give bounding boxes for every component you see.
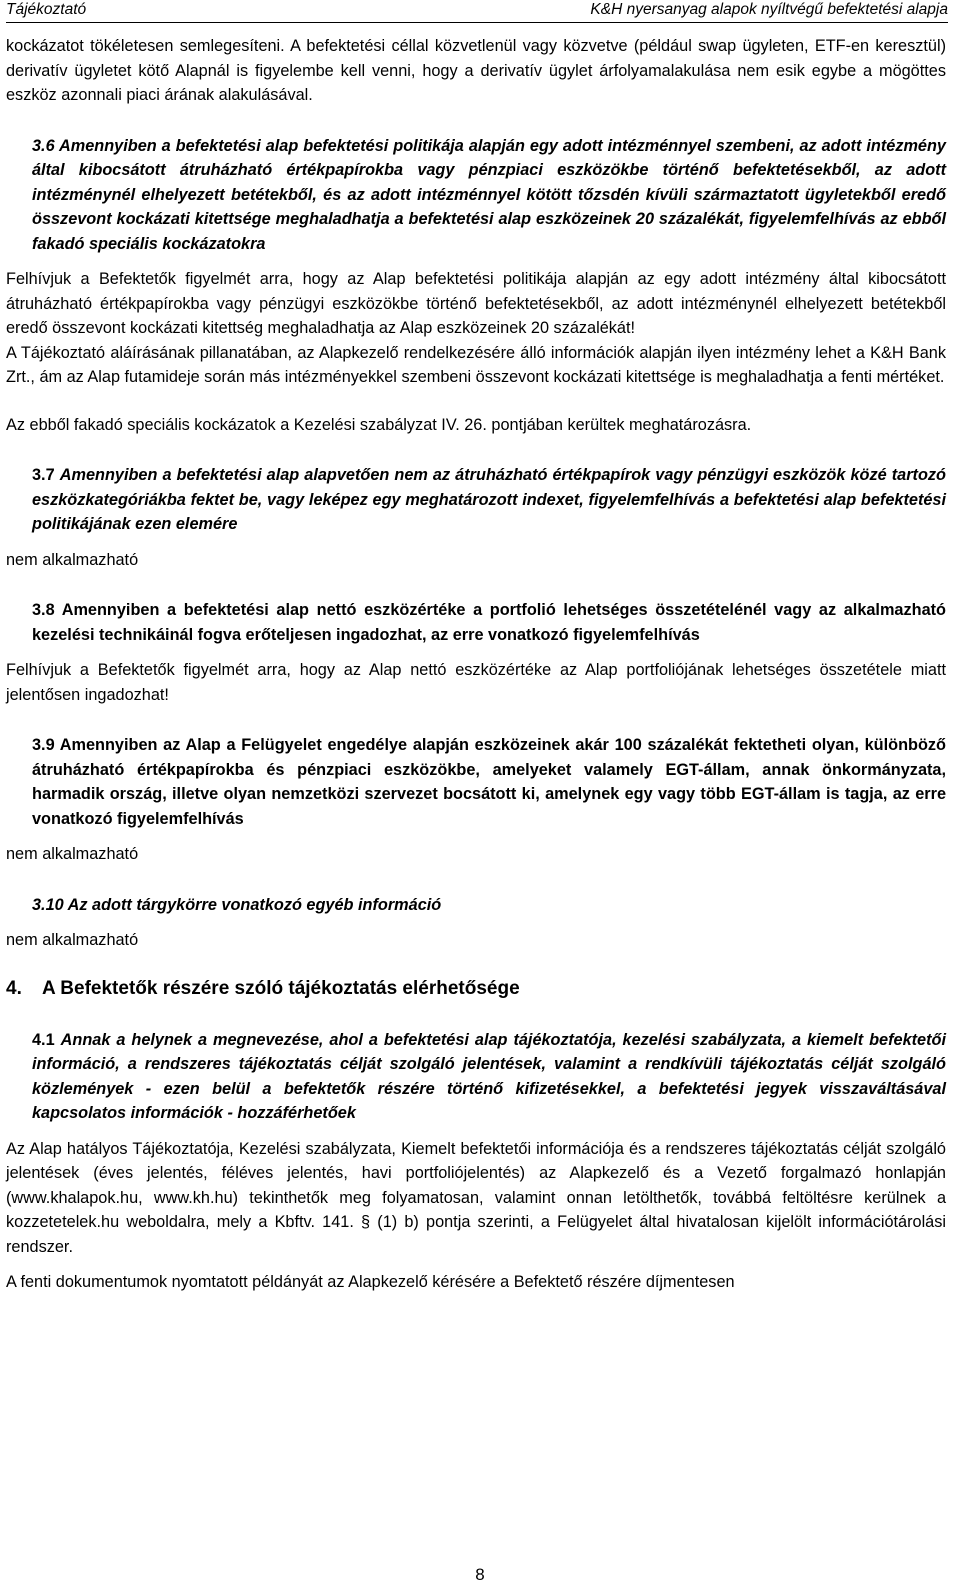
section-4-1-paragraph-1: Az Alap hatályos Tájékoztatója, Kezelési szabályzata, Kiemelt befektetői információja és a rendszeres tájékoztatás célját szolgáló jelentések (éves jelentés, féléves jelentés, havi portfoliójelentés) az Alapkezelő és a Vezető forgalmazó honlapján (www.khalapok.hu, www.kh.hu) tekinthetők meg folyamatosan, valamint onnan letölthetők, továbbá feltöltésre kerülnek a kozzetetelek.hu weboldalra, mely a Kbftv. 141. § (1) b) pontja szerinti, a Felügyelet által hivatalosan kijelölt információtárolási rendszer. <box>6 1139 946 1256</box>
section-3-7-body: nem alkalmazható <box>6 550 139 569</box>
section-3-6-paragraph-1: Felhívjuk a Befektetők figyelmét arra, hogy az Alap befektetési politikája alapján az egy adott intézmény által kibocsátott átruházható értékpapírokba vagy pénzügyi eszközökbe történő befektetésekből, az adott intézménynél elhelyezett betétekből eredő összevont kockázati kitettség meghaladhatja az Alap eszközeinek 20 százalékát! <box>6 270 946 337</box>
section-3-7-heading <box>6 463 946 537</box>
section-3-10-body: nem alkalmazható <box>6 931 139 949</box>
section-3-7-title: Amennyiben a befektetési alap alapvetően nem az átruházható értékpapírok vagy pénzügyi eszközök közé tartozó eszközkategóriákba fektet be, vagy leképez egy meghatározott indexet, figyelemfelhívás a befektetési alap befektetési politikájának ezen elemére <box>32 466 946 533</box>
intro-paragraph: kockázatot tökéletesen semlegesíteni. A befektetési céllal közvetlenül vagy közvetve (például swap ügyleten, ETF-en keresztül) derivatív ügyletet kötő Alapnál is figyelembe kell venni, hogy a derivatív ügylet árfolyamalakulása nem esik egybe a mögöttes eszköz azonnali piaci árának alakulásával. <box>6 37 946 104</box>
section-4-1-number: 4.1 <box>32 1030 55 1049</box>
section-3-8-title: Amennyiben a befektetési alap nettó eszközértéke a portfolió lehetséges összetételénél vagy az alkalmazható kezelési technikáinál fogva erőteljesen ingadozhat, az erre vonatkozó figyelemfelhívás <box>32 601 946 644</box>
section-3-8-heading <box>6 598 946 647</box>
header-fund-name: K&H nyersanyag alapok nyíltvégű befektetési alapja <box>590 1 948 18</box>
section-4-title: A Befektetők részére szóló tájékoztatás elérhetősége <box>42 977 520 999</box>
section-3-6-heading: 3.6 Amennyiben a befektetési alap befektetési politikája alapján egy adott intézménnyel szembeni, az adott intézmény által kibocsátott átruházható értékpapírokba vagy pénzpiaci eszközökbe történő befektetésekből, az adott intézménynél elhelyezett betétekből, és az adott intézménnyel kötött tőzsdén kívüli származtatott ügyletekből eredő összevont kockázati kitettsége meghaladhatja a befektetési alap eszközeinek 20 százalékát, figyelemfelhívás az ebből fakadó speciális kockázatokra <box>32 136 946 253</box>
section-3-9-body: nem alkalmazható <box>6 845 139 863</box>
header-document-title: Tájékoztató <box>6 1 87 18</box>
section-3-8-number: 3.8 <box>32 601 55 619</box>
page-number: 8 <box>475 1565 485 1584</box>
section-3-8-body: Felhívjuk a Befektetők figyelmét arra, hogy az Alap nettó eszközértéke az Alap portfoliójának lehetséges összetétele miatt jelentősen ingadozhat! <box>6 661 946 704</box>
section-4-1-heading <box>6 1028 946 1126</box>
section-3-6-paragraph-3: Az ebből fakadó speciális kockázatok a Kezelési szabályzat IV. 26. pontjában kerültek meghatározásra. <box>6 415 752 434</box>
section-3-10-heading: 3.10 Az adott tárgykörre vonatkozó egyéb információ <box>32 895 442 914</box>
section-4-heading <box>6 976 946 1002</box>
document-body <box>6 34 946 1295</box>
section-4-number: 4. <box>6 977 22 999</box>
section-4-1-title: Annak a helynek a megnevezése, ahol a befektetési alap tájékoztatója, kezelési szabályzata, a kiemelt befektetői információ, a rendszeres tájékoztatás célját szolgáló jelentések, valamint a rendkívüli tájékoztatás célját szolgáló közlemények - ezen belül a befektetők részére történő kifizetésekkel, a befektetési jegyek visszaváltásával kapcsolatos információk - hozzáférhetőek <box>32 1030 946 1122</box>
page-header <box>6 0 948 23</box>
section-3-7-number: 3.7 <box>32 466 55 484</box>
section-3-9-heading: 3.9 Amennyiben az Alap a Felügyelet engedélye alapján eszközeinek akár 100 százalékát fektetheti olyan, különböző átruházható értékpapírokba és pénzpiaci eszközökbe, amelyeket valamely EGT-állam, annak önkormányzata, harmadik ország, illetve olyan nemzetközi szervezet bocsátott ki, amelynek egy vagy több EGT-állam is tagja, az erre vonatkozó figyelemfelhívás <box>32 736 946 828</box>
section-3-6-paragraph-2: A Tájékoztató aláírásának pillanatában, az Alapkezelő rendelkezésére álló információk alapján ilyen intézmény lehet a K&H Bank Zrt., ám az Alap futamideje során más intézményekkel szembeni összevont kockázati kitettsége is meghaladhatja a fenti mértéket. <box>6 343 946 386</box>
section-4-1-paragraph-2: A fenti dokumentumok nyomtatott példányát az Alapkezelő kérésére a Befektető részére díjmentesen <box>6 1273 735 1291</box>
